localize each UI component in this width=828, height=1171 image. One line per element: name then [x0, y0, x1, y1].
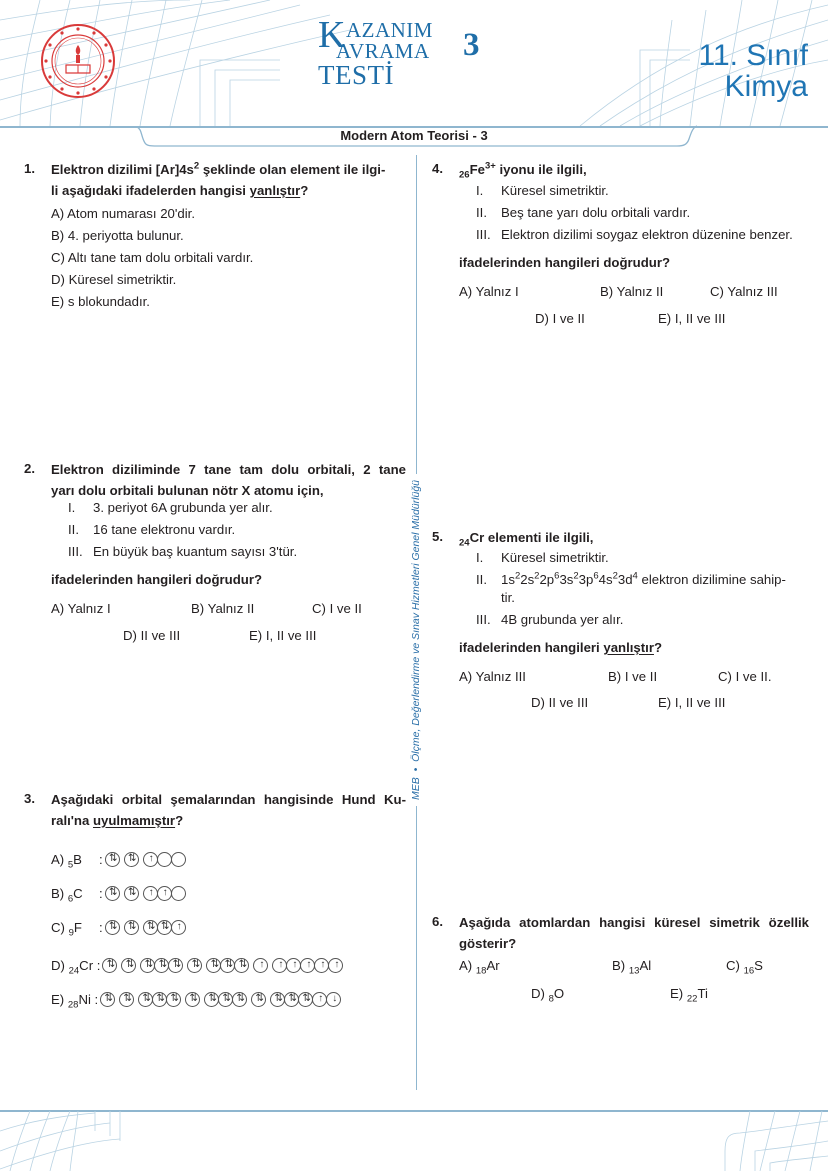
orbital-paired-icon: ⇅: [124, 852, 139, 867]
option-label: D): [123, 628, 137, 643]
answer-option-a[interactable]: [459, 281, 519, 303]
orbital-group: [124, 886, 138, 901]
option-label: C): [718, 669, 732, 684]
answer-option-c[interactable]: [710, 281, 778, 303]
statement-i: [68, 497, 273, 519]
department-label: Ölçme, Değerlendirme ve Sınav Hizmetleri Genel Müdürlüğü: [410, 479, 422, 762]
option-text: I ve II: [624, 669, 658, 684]
answer-option-e[interactable]: [249, 625, 316, 647]
orbital-spin-up-icon: ↑: [171, 920, 186, 935]
orbital-paired-icon: ⇅: [204, 992, 219, 1007]
topic-title: Modern Atom Teorisi - 3: [340, 128, 488, 143]
orbital-spin-up-icon: ↑: [143, 852, 158, 867]
question-stem: [459, 159, 587, 180]
orbital-paired-icon: ⇅: [206, 958, 221, 973]
orbital-group: [140, 958, 182, 973]
underlined-keyword: yanlıştır: [603, 640, 654, 655]
statement-text: Küresel simetriktir.: [501, 550, 609, 565]
orbital-group: [185, 992, 199, 1007]
answer-option-b[interactable]: B) $_{13}$Al: [612, 958, 652, 977]
option-text: II ve III: [140, 628, 181, 643]
meb-seal-logo: [40, 23, 116, 99]
option-text: I, II ve III: [674, 311, 726, 326]
orbital-group: [105, 920, 119, 935]
question-prompt: [459, 637, 662, 659]
question-prompt: ifadelerinden hangileri doğrudur?: [459, 255, 671, 270]
stem-text: ralı'na: [51, 813, 93, 828]
option-text: I ve II: [552, 311, 585, 326]
orbital-paired-icon: ⇅: [218, 992, 233, 1007]
orbital-paired-icon: ⇅: [105, 886, 120, 901]
statement-text: En büyük baş kuantum sayısı 3'tür.: [93, 544, 298, 559]
option-label: D): [531, 695, 545, 710]
stem-text: Aşağıda atomlardan hangisi küresel simetrik özellik: [459, 915, 809, 930]
orbital-paired-icon: ⇅: [251, 992, 266, 1007]
orbital-paired-icon: ⇅: [298, 992, 313, 1007]
question-prompt: ifadelerinden hangileri doğrudur?: [51, 572, 263, 587]
option-label: E): [249, 628, 263, 643]
option-text: Küresel simetriktir.: [68, 272, 177, 287]
orbital-spin-up-icon: ↑: [328, 958, 343, 973]
orbital-paired-icon: ⇅: [185, 992, 200, 1007]
stem-text: gösterir?: [459, 936, 517, 951]
option-text: 4. periyotta bulunur.: [67, 228, 184, 243]
statement-text: elektron dizilimine sahip-: [637, 572, 786, 587]
option-label: A): [51, 601, 65, 616]
statement-iii: [476, 224, 793, 246]
option-text: Yalnız I: [475, 284, 519, 299]
question-number: 4.: [432, 161, 443, 176]
orbital-group: [105, 852, 119, 867]
answer-option-d[interactable]: [51, 269, 176, 291]
statement-text: 4B grubunda yer alır.: [501, 612, 624, 627]
footer-wave-pattern: [0, 1111, 828, 1171]
option-element-label: C) $_9$F: [51, 919, 82, 939]
stem-text: yarı dolu orbitali bulunan nötr X atomu için,: [51, 483, 324, 498]
orbital-group: [124, 920, 138, 935]
answer-option-a[interactable]: [51, 849, 185, 869]
option-text: Yalnız III: [727, 284, 778, 299]
option-text: s blokundadır.: [67, 294, 150, 309]
orbital-group: [124, 852, 138, 867]
orbital-paired-icon: ⇅: [124, 886, 139, 901]
option-element-label: A) $_5$B: [51, 851, 82, 871]
stem-text: şeklinde olan element ile ilgi-: [199, 162, 386, 177]
statement-iii: [68, 541, 297, 563]
question-stem: [51, 459, 406, 501]
stem-text: ?: [175, 813, 184, 828]
option-label: E): [658, 311, 672, 326]
option-label: C): [710, 284, 724, 299]
colon: :: [99, 885, 103, 901]
orbital-group: [204, 992, 246, 1007]
kazanim-kavrama-testi-logo: [318, 14, 433, 90]
orbital-spin-down-icon: ↓: [326, 992, 341, 1007]
statement-ii: [476, 569, 806, 591]
statement-i: [476, 180, 609, 202]
orbital-group: [206, 958, 248, 973]
roman-numeral: II.: [68, 522, 79, 537]
option-label: D): [51, 272, 65, 287]
stem-text: li aşağıdaki ifadelerden hangisi: [51, 183, 250, 198]
statement-ii: [68, 519, 235, 541]
orbital-paired-icon: ⇅: [234, 958, 249, 973]
option-label: E): [658, 695, 672, 710]
statement-text: 16 tane elektronu vardır.: [93, 522, 236, 537]
option-label: A): [459, 284, 473, 299]
test-number: 3: [463, 27, 480, 63]
orbital-spin-up-icon: ↑: [253, 958, 268, 973]
bullet-icon: •: [410, 767, 422, 772]
option-label: A): [51, 206, 65, 221]
statement-text: Beş tane yarı dolu orbitali vardır.: [501, 205, 691, 220]
option-text: Yalnız II: [616, 284, 664, 299]
statement-text: Küresel simetriktir.: [501, 183, 609, 198]
orbital-group: [251, 992, 265, 1007]
roman-numeral: II.: [476, 205, 487, 220]
statement-text: Elektron dizilimi soygaz elektron düzenine benzer.: [501, 227, 793, 242]
roman-numeral: III.: [476, 227, 491, 242]
answer-option-c[interactable]: [718, 666, 772, 688]
orbital-paired-icon: ⇅: [284, 992, 299, 1007]
option-text: I, II ve III: [265, 628, 317, 643]
roman-numeral: III.: [68, 544, 83, 559]
orbital-paired-icon: ⇅: [187, 958, 202, 973]
orbital-paired-icon: ⇅: [157, 920, 172, 935]
prompt-text: ifadelerinden hangileri: [459, 640, 604, 655]
stem-text: Aşağıdaki orbital şemalarından hangisinde Hund Ku-: [51, 792, 406, 807]
orbital-paired-icon: ⇅: [232, 992, 247, 1007]
colon: :: [99, 919, 103, 935]
answer-option-c[interactable]: C) $_{16}$S: [726, 958, 763, 977]
stem-text: ?: [300, 183, 309, 198]
answer-option-a[interactable]: [51, 598, 111, 620]
statement-iii: [476, 609, 623, 631]
orbital-paired-icon: ⇅: [105, 852, 120, 867]
element-symbol: Fe: [469, 162, 485, 177]
orbital-paired-icon: ⇅: [220, 958, 235, 973]
answer-option-e[interactable]: [51, 291, 150, 313]
answer-option-c[interactable]: [51, 917, 185, 937]
orbital-spin-up-icon: ↑: [300, 958, 315, 973]
orbital-spin-up-icon: ↑: [272, 958, 287, 973]
answer-option-e[interactable]: [51, 989, 340, 1009]
roman-numeral: I.: [476, 183, 484, 198]
stem-text: Elektron diziliminde 7 tane tam dolu orbitali, 2 tane: [51, 462, 406, 477]
statement-i: [476, 547, 609, 569]
option-text: Yalnız I: [67, 601, 111, 616]
orbital-group: [100, 992, 114, 1007]
answer-option-d[interactable]: [123, 625, 180, 647]
question-number: 1.: [24, 161, 35, 176]
orbital-paired-icon: ⇅: [119, 992, 134, 1007]
answer-option-b[interactable]: [600, 281, 663, 303]
option-element-label: B) $_6$C: [51, 885, 83, 905]
orbital-paired-icon: ⇅: [105, 920, 120, 935]
option-text: II ve III: [548, 695, 589, 710]
answer-option-c[interactable]: [51, 247, 253, 269]
answer-option-d[interactable]: [51, 955, 342, 975]
question-stem: [51, 789, 406, 831]
meb-label: MEB: [410, 777, 422, 801]
orbital-group: [105, 886, 119, 901]
option-element-label: D) $_{24}$Cr :: [51, 957, 101, 977]
question-number: 2.: [24, 461, 35, 476]
roman-numeral: I.: [476, 550, 484, 565]
question-number: 6.: [432, 914, 443, 929]
option-text: I ve II: [329, 601, 362, 616]
option-text: I, II ve III: [674, 695, 726, 710]
option-text: Yalnız III: [475, 669, 526, 684]
option-label: A): [459, 669, 473, 684]
answer-option-a[interactable]: [51, 203, 195, 225]
answer-option-d[interactable]: D) $_8$O: [531, 986, 565, 1005]
underlined-keyword: yanlıştır: [249, 183, 301, 198]
orbital-group: [119, 992, 133, 1007]
orbital-group: [121, 958, 135, 973]
orbital-group: [187, 958, 201, 973]
option-text: Altı tane tam dolu orbitali vardır.: [67, 250, 254, 265]
orbital-group: [143, 920, 185, 935]
answer-option-d[interactable]: [535, 308, 585, 330]
orbital-group: [138, 992, 180, 1007]
option-label: B): [608, 669, 622, 684]
stem-text: elementi ile ilgili,: [484, 530, 594, 545]
answer-option-c[interactable]: [312, 598, 362, 620]
answer-option-b[interactable]: [608, 666, 657, 688]
orbital-paired-icon: ⇅: [121, 958, 136, 973]
option-label: B): [600, 284, 614, 299]
statement-ii-continued: tir.: [501, 590, 515, 605]
atomic-number: 24: [459, 537, 470, 549]
option-label: E): [51, 294, 65, 309]
roman-numeral: II.: [476, 572, 487, 587]
subject-label: Kimya: [724, 70, 808, 103]
orbital-spin-up-icon: ↑: [286, 958, 301, 973]
answer-option-b[interactable]: [51, 883, 185, 903]
answer-option-a[interactable]: [459, 666, 526, 688]
prompt-text: ?: [653, 640, 663, 655]
superscript: 2: [193, 160, 200, 172]
orbital-spin-up-icon: ↑: [143, 886, 158, 901]
orbital-paired-icon: ⇅: [124, 920, 139, 935]
option-text: I ve II.: [735, 669, 772, 684]
orbital-empty-icon: [171, 852, 186, 867]
colon: :: [99, 851, 103, 867]
orbital-group: [102, 958, 116, 973]
brand-line-kavrama: AVRAMA: [336, 39, 430, 63]
orbital-paired-icon: ⇅: [140, 958, 155, 973]
answer-option-e[interactable]: [658, 692, 725, 714]
orbital-paired-icon: ⇅: [143, 920, 158, 935]
option-label: C): [51, 250, 65, 265]
orbital-paired-icon: ⇅: [100, 992, 115, 1007]
brand-initial-k: K: [318, 14, 346, 56]
option-label: B): [51, 228, 65, 243]
answer-option-a[interactable]: A) $_{18}$Ar: [459, 958, 500, 977]
underlined-keyword: uyulmamıştır: [92, 813, 176, 828]
grade-subject-label: [698, 40, 808, 102]
roman-numeral: III.: [476, 612, 491, 627]
orbital-spin-up-icon: ↑: [157, 886, 172, 901]
orbital-paired-icon: ⇅: [270, 992, 285, 1007]
option-label: D): [535, 311, 549, 326]
question-stem: [51, 159, 406, 201]
orbital-empty-icon: [157, 852, 172, 867]
orbital-spin-up-icon: ↑: [312, 992, 327, 1007]
brand-line-kazanim: AZANIM: [345, 18, 433, 42]
question-stem: [459, 912, 809, 954]
answer-option-b[interactable]: [191, 598, 254, 620]
answer-option-b[interactable]: [51, 225, 184, 247]
element-symbol: Cr: [469, 530, 485, 545]
orbital-group: [272, 958, 342, 973]
orbital-group: [143, 886, 185, 901]
answer-option-e[interactable]: E) $_{22}$Ti: [670, 986, 708, 1005]
orbital-spin-up-icon: ↑: [314, 958, 329, 973]
option-element-label: E) $_{28}$Ni :: [51, 991, 99, 1011]
question-number: 5.: [432, 529, 443, 544]
answer-option-e[interactable]: [658, 308, 725, 330]
answer-option-d[interactable]: [531, 692, 588, 714]
option-text: Atom numarası 20'dir.: [67, 206, 195, 221]
electron-configuration: $1s^22s^22p^63s^23p^64s^23d^4$: [501, 570, 638, 587]
orbital-empty-icon: [171, 886, 186, 901]
orbital-paired-icon: ⇅: [138, 992, 153, 1007]
orbital-paired-icon: ⇅: [102, 958, 117, 973]
option-label: C): [312, 601, 326, 616]
ion-charge: 3+: [484, 160, 496, 172]
statement-text: 3. periyot 6A grubunda yer alır.: [93, 500, 273, 515]
orbital-group: [270, 992, 340, 1007]
atomic-number: 26: [459, 169, 470, 181]
orbital-paired-icon: ⇅: [168, 958, 183, 973]
vertical-footer-text: [407, 440, 425, 840]
orbital-group: [143, 852, 185, 867]
question-stem: [459, 527, 593, 548]
brand-line-testi: TESTİ: [318, 60, 394, 90]
question-number: 3.: [24, 791, 35, 806]
stem-text: iyonu ile ilgili,: [495, 162, 587, 177]
option-text: Yalnız II: [207, 601, 255, 616]
grade-label: 11. Sınıf: [698, 39, 808, 72]
orbital-paired-icon: ⇅: [154, 958, 169, 973]
orbital-paired-icon: ⇅: [166, 992, 181, 1007]
stem-text: Elektron dizilimi [Ar]4s: [51, 162, 194, 177]
option-label: B): [191, 601, 205, 616]
roman-numeral: I.: [68, 500, 76, 515]
statement-ii: [476, 202, 690, 224]
orbital-group: [253, 958, 267, 973]
orbital-paired-icon: ⇅: [152, 992, 167, 1007]
